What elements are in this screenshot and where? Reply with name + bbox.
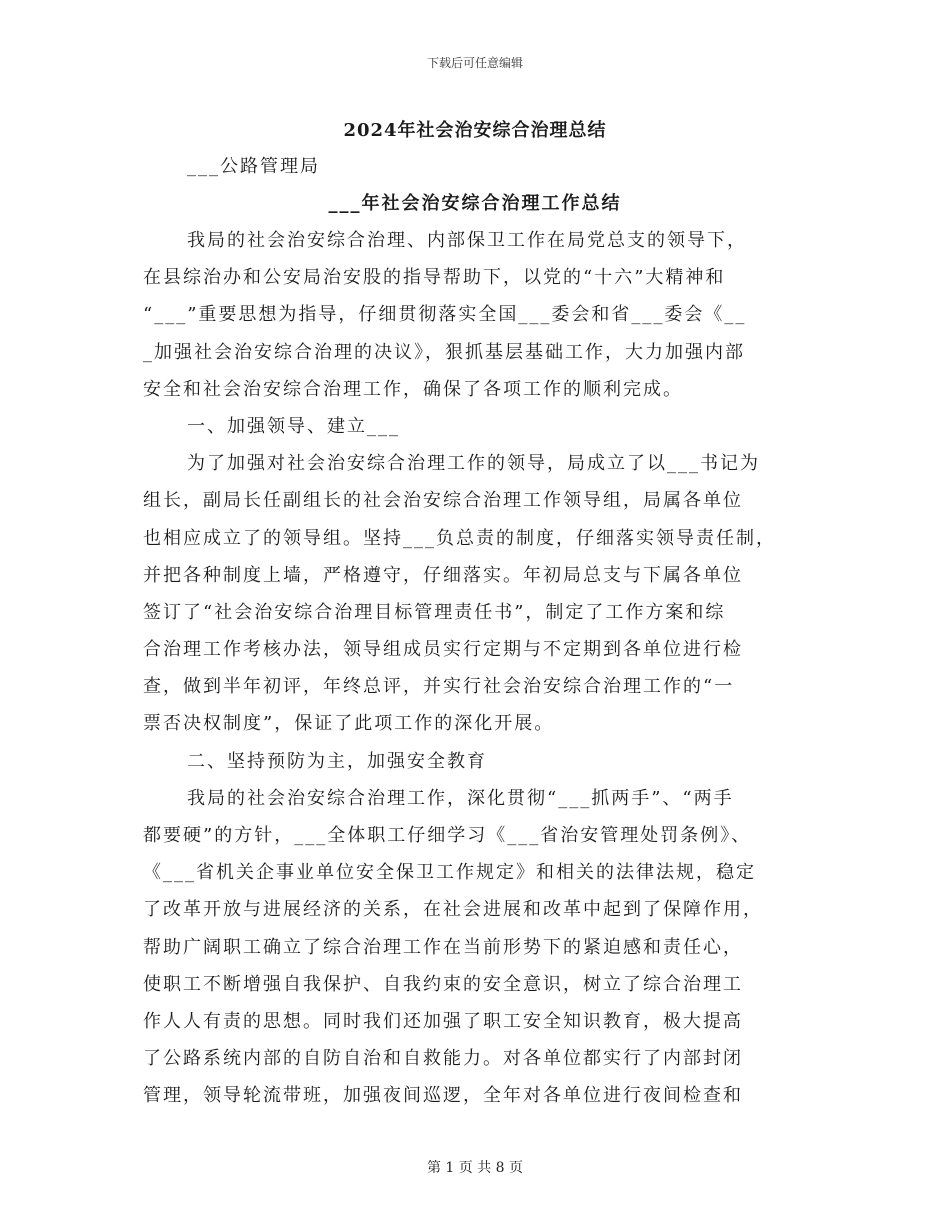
text-line: 为了加强对社会治安综合治理工作的领导，局成立了以___书记为 [187, 453, 760, 475]
section-heading: 二、坚持预防为主，加强安全教育 [187, 750, 487, 772]
text-line: _加强社会治安综合治理的决议》，狠抓基层基础工作，大力加强内部 [143, 341, 745, 363]
page-footer: 第 1 页 共 8 页 [426, 1160, 524, 1176]
text-line: 也相应成立了的领导组。坚持___负总责的制度，仔细落实领导责任制， [143, 527, 776, 549]
text-line: 作人人有责的思想。同时我们还加强了职工安全知识教育，极大提高 [143, 1010, 743, 1032]
body-text [143, 222, 823, 1115]
text-line: 管理，领导轮流带班，加强夜间巡逻，全年对各单位进行夜间检查和 [143, 1085, 743, 1107]
text-line: 我局的社会治安综合治理、内部保卫工作在局党总支的领导下， [187, 230, 747, 251]
header-note: 下载后可任意编辑 [426, 56, 523, 70]
text-line: 帮助广阔职工确立了综合治理工作在当前形势下的紧迫感和责任心， [143, 936, 743, 958]
text-line: “___”重要思想为指导，仔细贯彻落实全国___委会和省___委会《__ [143, 304, 747, 326]
text-line: 票否决权制度”，保证了此项工作的深化开展。 [143, 713, 555, 735]
text-line: 安全和社会治安综合治理工作，确保了各项工作的顺利完成。 [143, 378, 683, 400]
text-line: 了公路系统内部的自防自治和自救能力。对各单位都实行了内部封闭 [143, 1048, 743, 1070]
text-line: 我局的社会治安综合治理工作，深化贯彻“___抓两手”、“两手 [187, 787, 734, 809]
text-line: 使职工不断增强自我保护、自我约束的安全意识，树立了综合治理工 [143, 973, 743, 995]
organization-line: ___公路管理局 [187, 156, 320, 177]
document-title: 2024年社会治安综合治理总结 [343, 120, 607, 141]
text-line: 并把各种制度上墙，严格遵守，仔细落实。年初局总支与下属各单位 [143, 564, 743, 586]
text-line: 都要硬”的方针，___全体职工仔细学习《___省治安管理处罚条例》、 [143, 825, 752, 846]
text-line: 组长，副局长任副组长的社会治安综合治理工作领导组，局属各单位 [143, 490, 743, 512]
text-line: 签订了“社会治安综合治理目标管理责任书”，制定了工作方案和综 [143, 601, 726, 623]
section-heading: 一、加强领导、建立___ [187, 415, 400, 437]
text-line: 查，做到半年初评，年终总评，并实行社会治安综合治理工作的“一 [143, 676, 735, 698]
text-line: 《___省机关企事业单位安全保卫工作规定》和相关的法律法规，稳定 [143, 862, 756, 884]
document-subtitle: ___年社会治安综合治理工作总结 [328, 193, 622, 214]
text-line: 合治理工作考核办法，领导组成员实行定期与不定期到各单位进行检 [143, 639, 743, 661]
text-line: 在县综治办和公安局治安股的指导帮助下，以党的“十六”大精神和 [143, 267, 726, 289]
text-line: 了改革开放与进展经济的关系，在社会进展和改革中起到了保障作用， [143, 899, 763, 921]
